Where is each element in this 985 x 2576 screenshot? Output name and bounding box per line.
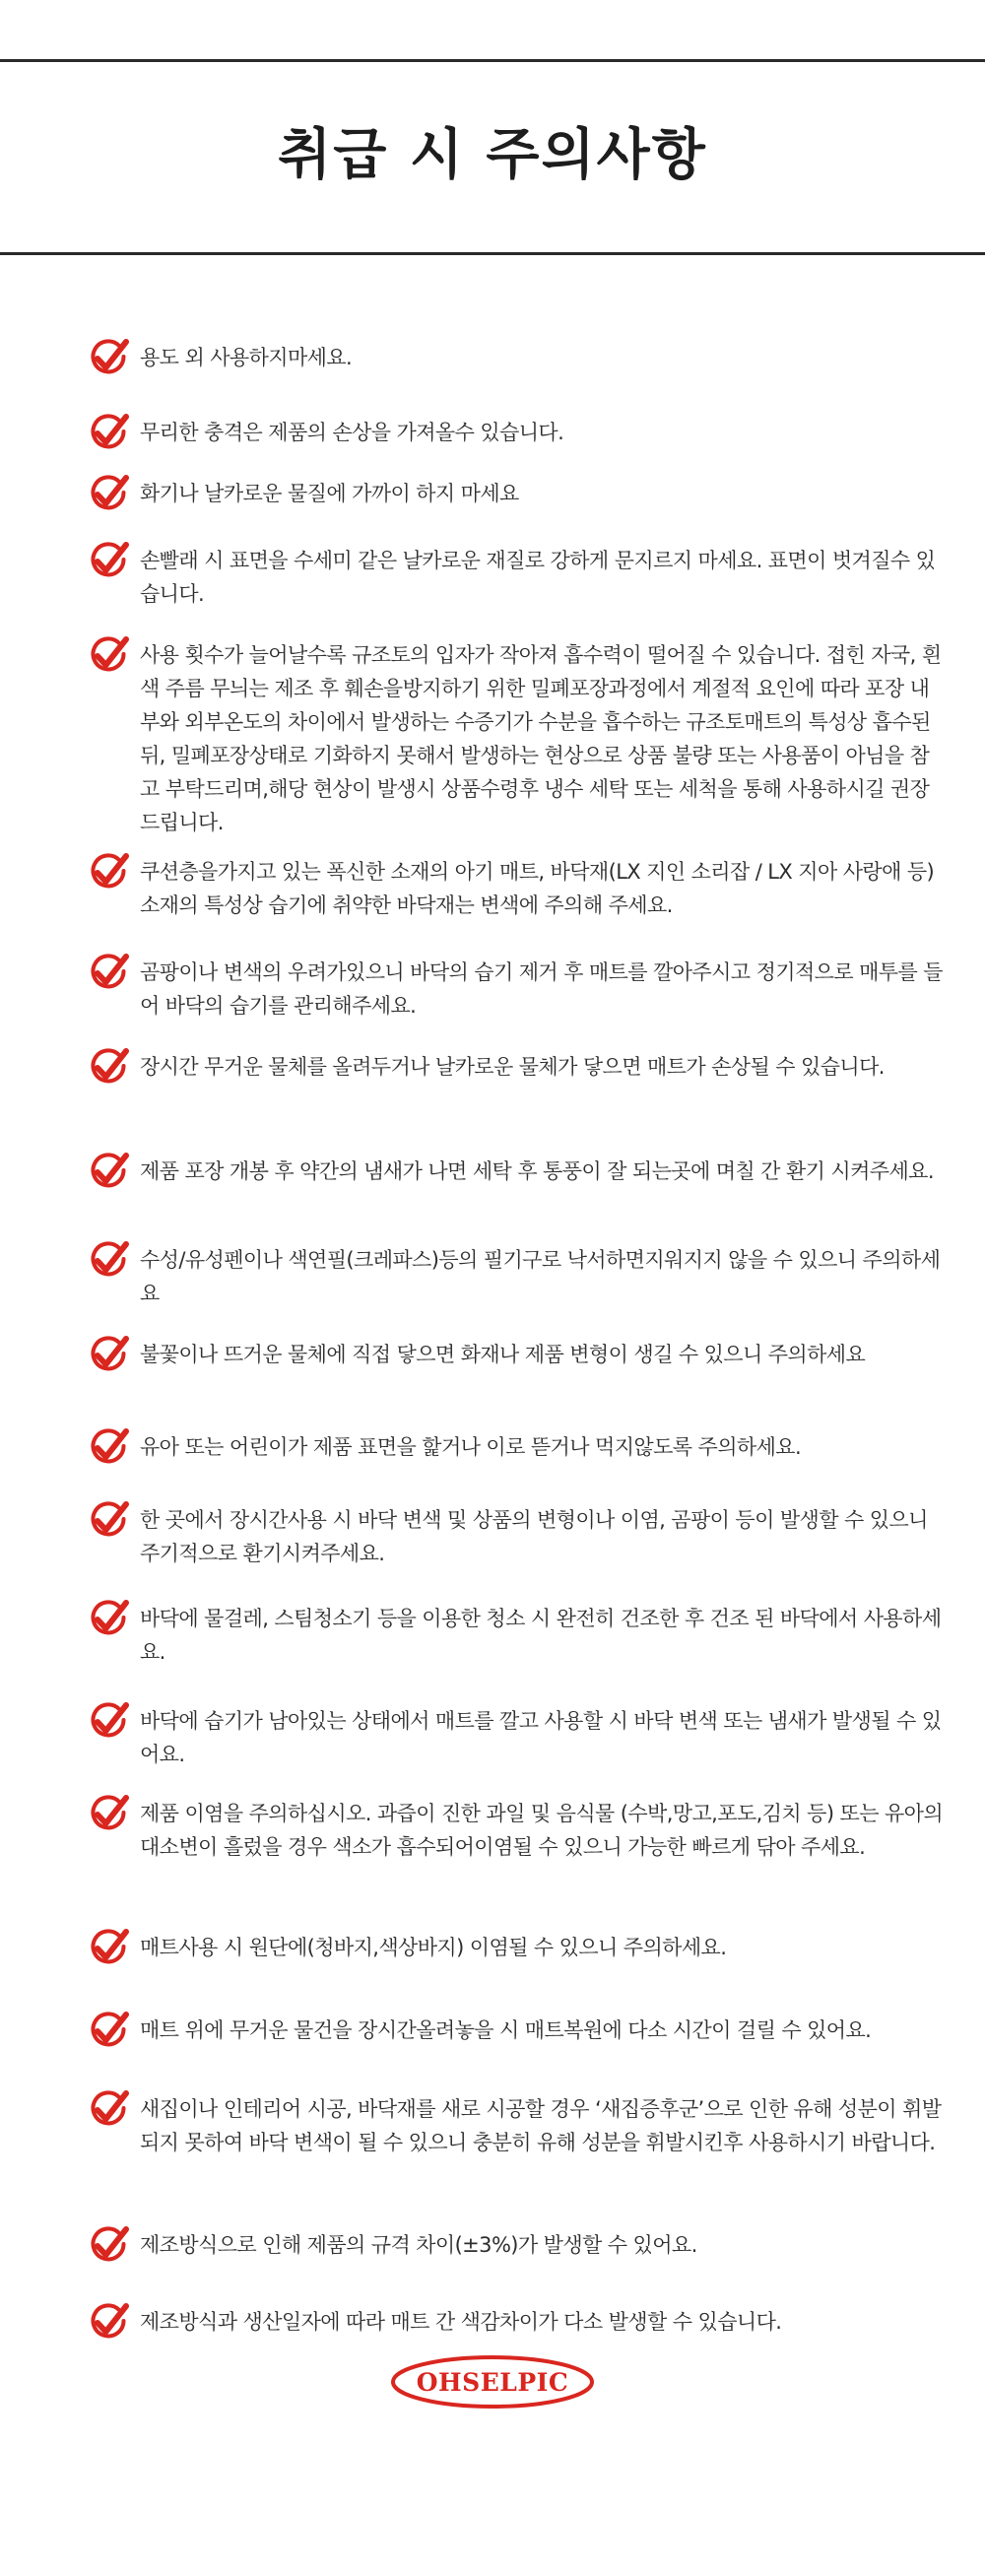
check-circle-icon	[87, 1046, 130, 1090]
check-circle-icon	[87, 1151, 130, 1194]
check-circle-icon	[87, 2010, 130, 2053]
item-text: 제조방식으로 인해 제품의 규격 차이(±3%)가 발생할 수 있어요.	[140, 2233, 697, 2257]
item-text: 매트 위에 무거운 물건을 장시간올려놓을 시 매트복원에 다소 시간이 걸릴 수 있어요.	[140, 2018, 872, 2042]
item-text: 수성/유성펜이나 색연필(크레파스)등의 필기구로 낙서하면지워지지 않을 수 있으니 주의하세요	[140, 1248, 941, 1305]
item-text: 화기나 날카로운 물질에 가까이 하지 마세요	[140, 482, 519, 505]
check-circle-icon	[87, 1700, 130, 1744]
item-text: 바닥에 습기가 남아있는 상태에서 매트를 깔고 사용할 시 바닥 변색 또는 냄새가 발생될 수 있어요.	[140, 1709, 942, 1766]
check-circle-icon	[87, 1927, 130, 1970]
check-circle-icon	[87, 1334, 130, 1377]
item-text: 쿠션층을가지고 있는 폭신한 소재의 아기 매트, 바닥재(LX 지인 소리잡 / LX 지아 사랑애 등) 소재의 특성상 습기에 취약한 바닥재는 변색에 주의해 주세요.	[140, 860, 935, 917]
check-circle-icon	[87, 1793, 130, 1836]
item-text: 한 곳에서 장시간사용 시 바닥 변색 및 상품의 변형이나 이염, 곰팡이 등이 발생할 수 있으니 주기적으로 환기시켜주세요.	[140, 1508, 928, 1565]
check-circle-icon	[87, 412, 130, 455]
logo-text: OHSELPIC	[416, 2368, 569, 2397]
check-circle-icon	[87, 473, 130, 516]
item-text: 사용 횟수가 늘어날수록 규조토의 입자가 작아져 흡수력이 떨어질 수 있습니다. 접힌 자국, 흰색 주름 무늬는 제조 후 훼손을방지하기 위한 밀폐포장과정에서 계절적 요인에 따라 포장 내부와 외부온도의 차이에서 발생하는 수증기가 수분을 흡수하는 규조토매트의 특성상 흡수된 뒤, 밀폐포장상태로 기화하지 못해서 발생하는 현상으로 상품 불량 또는 사용품이 아님을 참고 부탁드리며,해당 현상이 발생시 상품수령후 냉수 세탁 또는 세척을 통해 사용하시길 권장드립니다.	[140, 643, 942, 834]
item-text: 제조방식과 생산일자에 따라 매트 간 색감차이가 다소 발생할 수 있습니다.	[140, 2310, 782, 2334]
check-circle-icon	[87, 1499, 130, 1543]
item-text: 제품 이염을 주의하십시오. 과즙이 진한 과일 및 음식물 (수박,망고,포도,김치 등) 또는 유아의 대소변이 흘렀을 경우 색소가 흡수되어이염될 수 있으니 가능한 빠르게 닦아 주세요.	[140, 1802, 944, 1859]
item-text: 용도 외 사용하지마세요.	[140, 346, 353, 369]
check-circle-icon	[87, 2301, 130, 2345]
item-text: 장시간 무거운 물체를 올려두거나 날카로운 물체가 닿으면 매트가 손상될 수 있습니다.	[140, 1055, 885, 1079]
check-circle-icon	[87, 851, 130, 894]
check-circle-icon	[87, 1598, 130, 1641]
item-text: 손빨래 시 표면을 수세미 같은 날카로운 재질로 강하게 문지르지 마세요. 표면이 벗겨질수 있습니다.	[140, 549, 936, 606]
brand-logo	[390, 2354, 595, 2410]
item-text: 바닥에 물걸레, 스팀청소기 등을 이용한 청소 시 완전히 건조한 후 건조 된 바닥에서 사용하세요.	[140, 1607, 942, 1664]
check-circle-icon	[87, 540, 130, 583]
item-text: 유아 또는 어린이가 제품 표면을 핥거나 이로 뜯거나 먹지않도록 주의하세요.	[140, 1435, 802, 1459]
title-divider	[0, 252, 985, 255]
check-circle-icon	[87, 952, 130, 995]
check-circle-icon	[87, 2224, 130, 2268]
check-circle-icon	[87, 2088, 130, 2132]
item-text: 제품 포장 개봉 후 약간의 냄새가 나면 세탁 후 통풍이 잘 되는곳에 며칠 간 환기 시켜주세요.	[140, 1159, 934, 1183]
check-circle-icon	[87, 634, 130, 678]
top-divider	[0, 59, 985, 62]
item-text: 곰팡이나 변색의 우려가있으니 바닥의 습기 제거 후 매트를 깔아주시고 정기적으로 매투를 들어 바닥의 습기를 관리해주세요.	[140, 960, 943, 1018]
check-circle-icon	[87, 1426, 130, 1470]
item-text: 무리한 충격은 제품의 손상을 가져올수 있습니다.	[140, 421, 564, 444]
page-title: 취급 시 주의사항	[278, 123, 707, 187]
item-text: 불꽃이나 뜨거운 물체에 직접 닿으면 화재나 제품 변형이 생길 수 있으니 주의하세요	[140, 1343, 866, 1366]
item-text: 매트사용 시 원단에(청바지,색상바지) 이염될 수 있으니 주의하세요.	[140, 1936, 727, 1959]
item-text: 새집이나 인테리어 시공, 바닥재를 새로 시공할 경우 ‘새집증후군’으로 인한 유해 성분이 휘발되지 못하여 바닥 변색이 될 수 있으니 충분히 유해 성분을 휘발시킨후 사용하시기 바랍니다.	[140, 2097, 942, 2154]
check-circle-icon	[87, 337, 130, 380]
check-circle-icon	[87, 1239, 130, 1283]
